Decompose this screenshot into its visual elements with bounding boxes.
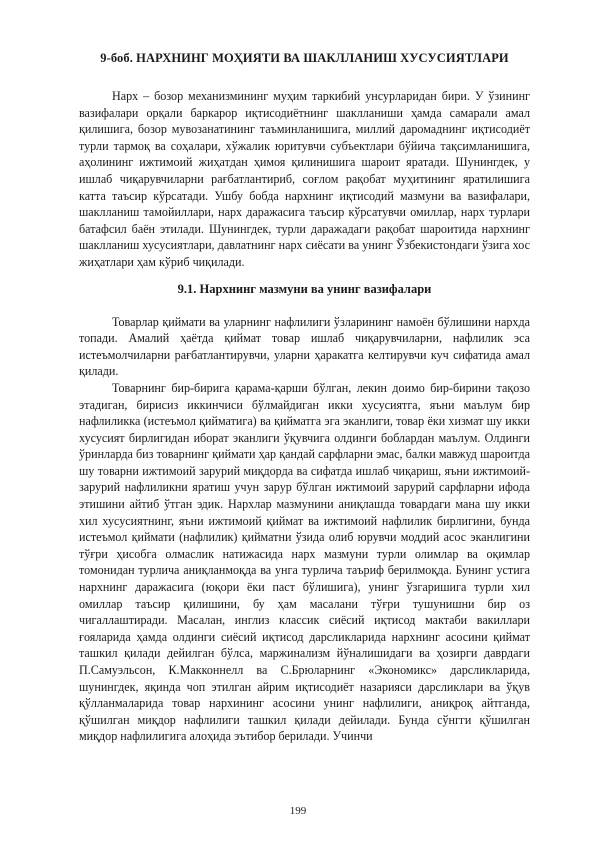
section-paragraph-2: Товарнинг бир-бирига қарама-қарши бўлган, лекин доимо бир-бирини тақозо этадиган, бирисиз иккинчиси бўлмайдиган икки хусусиятга, яъни маълум бир нафлиликка (истеъмол қийматига) ва қийматга эга эканлиги, товар ёки хизмат шу икки хусусият бирлигидан иборат эканлиги ўқувчига олдинги боблардан маълум. Олдинги ўринларда биз товарнинг қиймати ҳар қандай сарфларни эмас, балки мавжуд шароитда шу товарни ижтимоий зарурий миқдорда ва сифатда ишлаб чиқариш, яъни ижтимоий-зарурий нафлиликни яратиш учун зарур бўлган ижтимоий зарурий сарфларни ифода этишини айтиб ўтган эдик. Нархлар мазмунини аниқлашда товардаги мана шу икки хил хусусиятнинг, яъни ижтимоий қиймат ва ижтимоий нафлилик бирлигини, бунда истеъмол қиймати (нафлилик) қийматни ўзида олиб юрувчи моддий асос эканлигини тўғри ҳисобга олмаслик натижасида нарх мазмуни турли олимлар ва оқимлар томонидан турлича аниқланмоқда ва унга турлича таъриф берилмоқда. Бунинг устига нархнинг даражасига (юқори ёки паст бўлишига), унинг ўзгаришига турли хил омиллар таъсир қилишини, бу ҳам масалани тўғри тушунишни бир оз чигаллаштиради. Масалан, инглиз классик сиёсий иқтисод мактаби вакиллари ғояларида ҳамда олдинги сиёсий иқтисод дарсликларида нархнинг асосини қиймат ташкил қилади дейилган бўлса, маржинализм йўналишидаги ва ҳозирги даврдаги П.Самуэльсон, К.Макконнелл ва С.Брюларнинг «Экономикс» дарсликларида, шунингдек, яқинда чоп этилган айрим иқтисодиёт назарияси дарсликлари ва ўқув қўлланмаларида товар нархининг асосини унинг нафлилиги, аниқроқ айтганда, қўшилган миқдор нафлилиги ташкил қилади дейилади. Бунда сўнгги қўшилган миқдор нафлилигига алоҳида эътибор берилади. Учинчи: [79, 380, 530, 744]
document-page: [79, 50, 530, 745]
intro-paragraph: Нарх – бозор механизмининг муҳим таркибий унсурларидан бири. У ўзининг вазифалари орқали баркарор иқтисодиётнинг шаклланиши ҳамда самарали амал қилишига, бозор мувозанатининг таъминланишига, миллий даромаднинг иқтисодиёт турли тармоқ ва соҳалари, хўжалик юритувчи субъектлари бўйича тақсимланишига, аҳолининг ижтимоий жиҳатдан ҳимоя қилинишига шароит яратади. Шунингдек, у ишлаб чиқарувчиларни рағбатлантириб, соғлом рақобат муҳитининг яратилишига катта таъсир кўрсатади. Ушбу бобда нархнинг иқтисодий мазмуни ва вазифалари, шаклланиш тамойиллари, нарх даражасига таъсир кўрсатувчи омиллар, нарх турлари батафсил баён этилади. Шунингдек, турли даражадаги рақобат шароитида нархнинг шаклланиш хусусиятлари, давлатнинг нарх сиёсати ва унинг Ўзбекистондаги ўзига хос жиҳатлари ҳам кўриб чиқилади.: [79, 89, 530, 269]
section-title: 9.1. Нархнинг мазмуни ва унинг вазифалари: [177, 281, 432, 296]
chapter-title: 9-боб. НАРХНИНГ МОҲИЯТИ ВА ШАКЛЛАНИШ ХУСУСИЯТЛАРИ: [100, 51, 509, 65]
section-paragraph-1: Товарлар қиймати ва уларнинг нафлилиги ўзларининг намоён бўлишини нархда топади. Амалий ҳаётда қиймат товар ишлаб чиқарувчиларни, нафлилик эса истеъмолчиларни рағбатлантирувчи, уларни ҳаракатга келтирувчи куч сифатида амал қилади.: [79, 314, 530, 379]
page-number: 199: [289, 805, 307, 817]
